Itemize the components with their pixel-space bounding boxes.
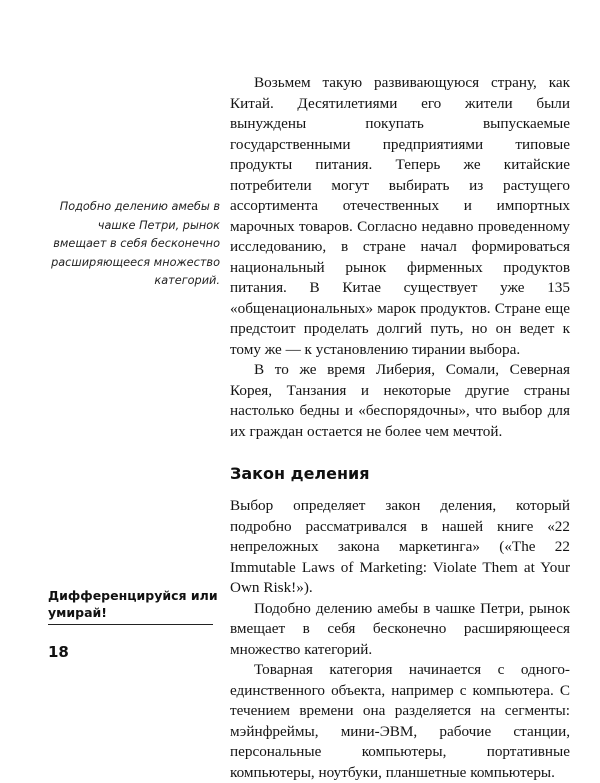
running-title: Дифференцируйся или умирай! bbox=[48, 588, 218, 620]
paragraph-computer-category: Товарная категория начинается с одного-единственного объекта, например с компьютера. С течением времени она разделяется на сегменты: мэйнфреймы, мини-ЭВМ, рабочие станции, персональные компьютеры, портативные компьютеры, ноутбуки, планшетные компьютеры. bbox=[230, 661, 570, 781]
paragraph-poor-countries: В то же время Либерия, Сомали, Северная Корея, Танзания и некоторые другие страны настолько бедны и «беспорядочны», что выбор для их граждан остается не более чем мечтой. bbox=[230, 361, 570, 440]
paragraph-amoeba: Подобно делению амебы в чашке Петри, рынок вмещает в себя бесконечно расширяющееся множество категорий. bbox=[230, 599, 570, 658]
paragraph-law-of-division: Выбор определяет закон деления, который подробно рассматривался в нашей книге «22 непреложных закона маркетинга» («The 22 Immutable Laws of Marketing: Violate Them at Your Own Risk!»). bbox=[230, 497, 570, 596]
running-title-rule bbox=[48, 624, 213, 625]
paragraph-china: Возьмем такую развивающуюся страну, как Китай. Десятилетиями его жители были вынуждены покупать выпускаемые государственными предприятиями типовые продукты питания. Теперь же китайские потребители могут выбирать из растущего ассортимента отечественных и импортных марочных товаров. Согласно недавно проведенному исследованию, в стране начал формироваться национальный рынок фирменных продуктов питания. В Китае существует уже 135 «общенациональных» марок продуктов. Стране еще предстоит проделать долгий путь, но он ведет к тому же — к установлению тирании выбора. bbox=[230, 74, 570, 358]
section-heading: Закон деления bbox=[230, 464, 370, 483]
main-text-column bbox=[230, 73, 570, 783]
page-number: 18 bbox=[48, 643, 69, 661]
margin-pull-quote: Подобно делению амебы в чашке Петри, рынок вмещает в себя бесконечно расширяющееся множество категорий. bbox=[51, 200, 220, 287]
